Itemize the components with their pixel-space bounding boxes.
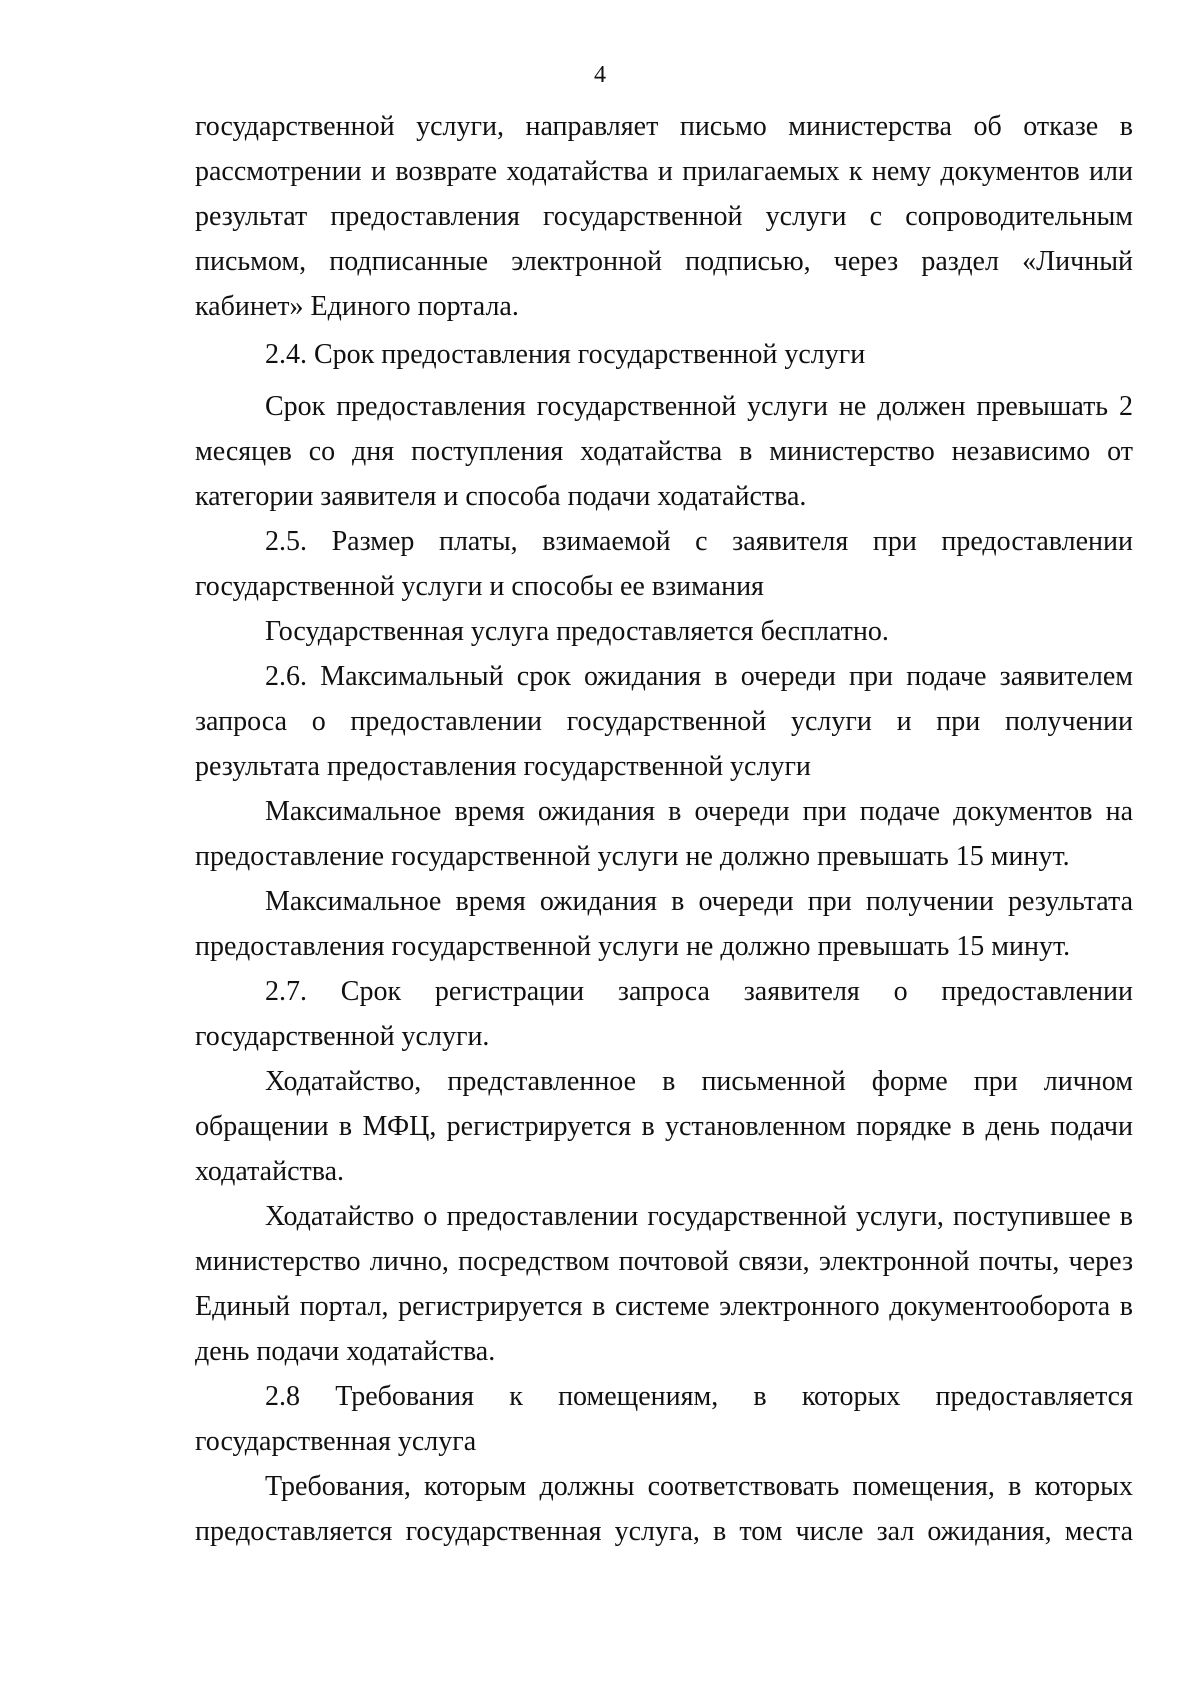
page-number: 4 bbox=[594, 62, 606, 88]
paragraph-wait-submit: Максимальное время ожидания в очереди при подаче документов на предоставление государственной услуги не должно превышать 15 минут. bbox=[195, 796, 1133, 872]
paragraph-wait-result: Максимальное время ожидания в очереди при получении результата предоставления государственной услуги не должно превышать 15 минут. bbox=[195, 886, 1133, 962]
paragraph-fee: Государственная услуга предоставляется бесплатно. bbox=[265, 616, 889, 647]
paragraph-continuation: государственной услуги, направляет письмо министерства об отказе в рассмотрении и возврате ходатайства и прилагаемых к нему документов или результат предоставления государственной услуги с сопроводительным письмом, подписанные электронной подписью, через раздел «Личный кабинет» Единого портала. bbox=[195, 111, 1133, 322]
section-heading-2-7: 2.7. Срок регистрации запроса заявителя о предоставлении государственной услуги. bbox=[195, 976, 1133, 1052]
document-body bbox=[195, 104, 1133, 1554]
paragraph-registration-mfc: Ходатайство, представленное в письменной форме при личном обращении в МФЦ, регистрируется в установленном порядке в день подачи ходатайства. bbox=[195, 1066, 1133, 1187]
paragraph-term: Срок предоставления государственной услуги не должен превышать 2 месяцев со дня поступления ходатайства в министерство независимо от категории заявителя и способа подачи ходатайства. bbox=[195, 391, 1133, 512]
paragraph-registration-ministry: Ходатайство о предоставлении государственной услуги, поступившее в министерство лично, посредством почтовой связи, электронной почты, через Единый портал, регистрируется в системе электронного документооборота в день подачи ходатайства. bbox=[195, 1201, 1133, 1367]
section-heading-2-8: 2.8 Требования к помещениям, в которых предоставляется государственная услуга bbox=[195, 1381, 1133, 1457]
section-heading-2-6: 2.6. Максимальный срок ожидания в очереди при подаче заявителем запроса о предоставлении государственной услуги и при получении результата предоставления государственной услуги bbox=[195, 661, 1133, 782]
paragraph-premises: Требования, которым должны соответствовать помещения, в которых предоставляется государственная услуга, в том числе зал ожидания, места bbox=[195, 1471, 1133, 1547]
section-heading-2-4: 2.4. Срок предоставления государственной услуги bbox=[265, 339, 866, 370]
section-heading-2-5: 2.5. Размер платы, взимаемой с заявителя при предоставлении государственной услуги и способы ее взимания bbox=[195, 526, 1133, 602]
